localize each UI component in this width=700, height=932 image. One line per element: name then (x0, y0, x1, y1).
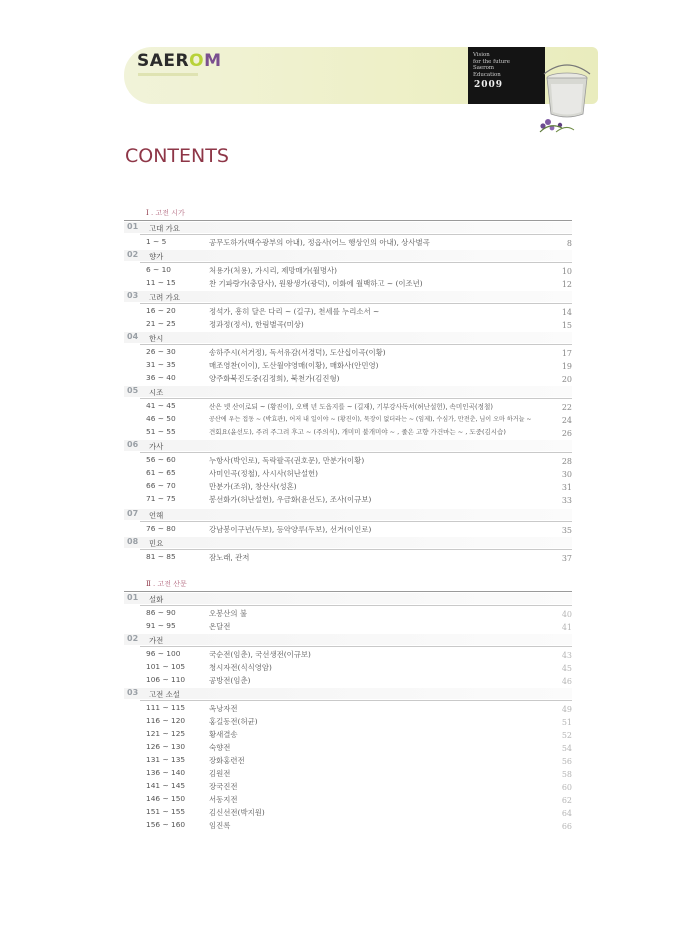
section-heading: 02 가전 (127, 634, 164, 645)
section-heading: 05 시조 (127, 386, 164, 397)
list-item[interactable]: 116 ~ 120 홍길동전(허균) 51 (146, 716, 572, 727)
list-item[interactable]: 26 ~ 30 송하주시(서거정), 독서유감(서경덕), 도산십이곡(이황) 17 (146, 347, 572, 358)
list-item[interactable]: 51 ~ 55 견회요(윤선도), 주려 주그려 후고 ~ (주의식), 개미미 불개미야 ~ , 줄은 고향 가건마는 ~ , 도중(김시습) 26 (146, 427, 572, 438)
list-item[interactable]: 91 ~ 95 온달전 41 (146, 621, 572, 632)
list-item[interactable]: 151 ~ 155 김신선전(박지원) 64 (146, 807, 572, 818)
logo: SAEROM (137, 51, 222, 71)
section-heading: 03 고려 가요 (127, 291, 180, 302)
part-heading: Ⅰ . 고전 시가 (146, 209, 185, 217)
year-label: 2009 (474, 80, 504, 90)
list-item[interactable]: 96 ~ 100 국순전(임춘), 국선생전(이규보) 43 (146, 649, 572, 660)
logo-underline (138, 73, 198, 76)
section-heading: 08 민요 (127, 537, 164, 548)
list-item[interactable]: 141 ~ 145 장국진전 60 (146, 781, 572, 792)
list-item[interactable]: 156 ~ 160 임진록 66 (146, 820, 572, 831)
list-item[interactable]: 46 ~ 50 공산에 우는 접동 ~ (박효관), 어저 내 일이야 ~ (황진이), 묵장이 없더라는 ~ (임제), 수심가, 만전춘, 님이 오마 하거늘 ~ 24 (146, 414, 572, 425)
section-heading: 03 고전 소설 (127, 688, 180, 699)
part-rule (124, 220, 572, 221)
list-item[interactable]: 101 ~ 105 청시자전(식식영암) 45 (146, 662, 572, 673)
list-item[interactable]: 81 ~ 85 잠노래, 관저 37 (146, 552, 572, 563)
list-item[interactable]: 16 ~ 20 정석가, 흥히 달은 다리 ~ (길구), 천세를 누리소서 ~ 14 (146, 306, 572, 317)
vision-box (468, 47, 545, 104)
list-item[interactable]: 136 ~ 140 김원전 58 (146, 768, 572, 779)
list-item[interactable]: 121 ~ 125 황새결송 52 (146, 729, 572, 740)
list-item[interactable]: 21 ~ 25 정과정(정서), 한림별곡(미상) 15 (146, 319, 572, 330)
list-item[interactable]: 146 ~ 150 서동지전 62 (146, 794, 572, 805)
list-item[interactable]: 41 ~ 45 산은 녯 산이로되 ~ (황진이), 오백 년 도읍지를 ~ (길재), 기부강사독서(허난설헌), 속미인곡(정철) 22 (146, 401, 572, 412)
list-item[interactable]: 11 ~ 15 찬 기파랑가(충담사), 원왕생가(광덕), 이화에 월백하고 ~ (이조년) 12 (146, 278, 572, 289)
list-item[interactable]: 56 ~ 60 누항사(박인로), 독락팔곡(권호문), 만분가(이황) 28 (146, 455, 572, 466)
section-heading: 07 언해 (127, 509, 164, 520)
list-item[interactable]: 66 ~ 70 만분가(조위), 창산사(성혼) 31 (146, 481, 572, 492)
page-title: CONTENTS (125, 145, 229, 167)
list-item[interactable]: 76 ~ 80 강남봉이구년(두보), 등악양루(두보), 선거(이인로) 35 (146, 524, 572, 535)
list-item[interactable]: 31 ~ 35 매조영찬(이이), 도산월야영매(이황), 매화사(안민영) 19 (146, 360, 572, 371)
section-heading: 01 고대 가요 (127, 222, 180, 233)
list-item[interactable]: 61 ~ 65 사미인곡(정철), 사시사(허난설헌) 30 (146, 468, 572, 479)
list-item[interactable]: 71 ~ 75 봉선화가(허난설헌), 우금화(윤선도), 조사(이규보) 33 (146, 494, 572, 505)
list-item[interactable]: 106 ~ 110 공방전(임춘) 46 (146, 675, 572, 686)
list-item[interactable]: 1 ~ 5 공무도하가(백수광부의 아내), 정읍사(어느 행상인의 아내), 상사별곡 8 (146, 237, 572, 248)
part-rule (124, 591, 572, 592)
list-item[interactable]: 36 ~ 40 양주화북진도중(김정희), 북천가(김진형) 20 (146, 373, 572, 384)
list-item[interactable]: 131 ~ 135 장화홍련전 56 (146, 755, 572, 766)
list-item[interactable]: 126 ~ 130 숙향전 54 (146, 742, 572, 753)
list-item[interactable]: 111 ~ 115 옥낭자전 49 (146, 703, 572, 714)
list-item[interactable]: 86 ~ 90 오봉산의 불 40 (146, 608, 572, 619)
section-heading: 02 향가 (127, 250, 164, 261)
milk-bucket-icon (536, 62, 598, 138)
list-item[interactable]: 6 ~ 10 처용가(처용), 가시리, 제망매가(월명사) 10 (146, 265, 572, 276)
section-heading: 06 가사 (127, 440, 164, 451)
section-heading: 04 한시 (127, 332, 164, 343)
section-heading: 01 설화 (127, 593, 164, 604)
part-heading: Ⅱ . 고전 산문 (146, 580, 187, 588)
vision-text: Vision for the future Saerom Education (473, 52, 510, 78)
